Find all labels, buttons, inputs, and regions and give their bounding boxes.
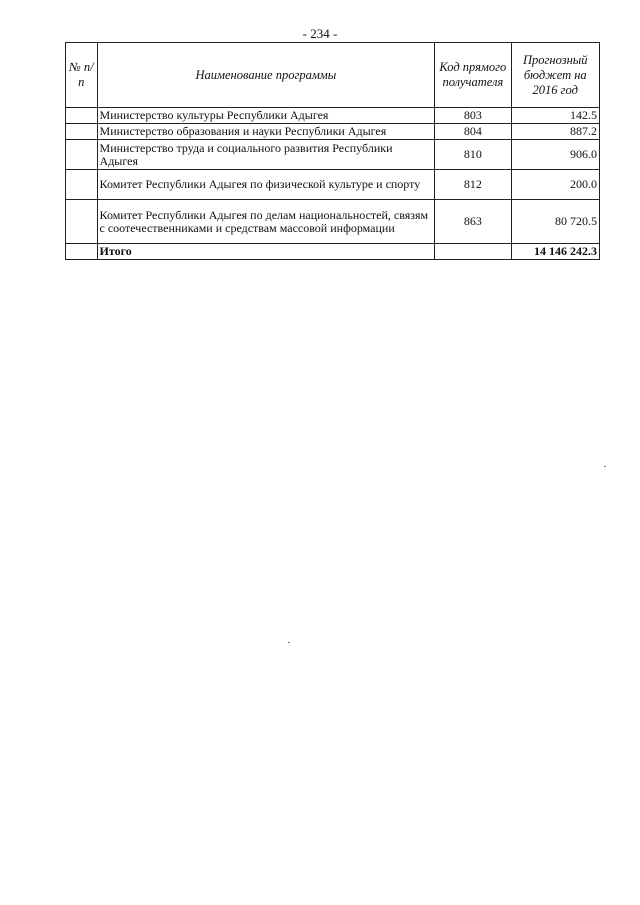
total-num (66, 244, 98, 260)
table-row (66, 140, 600, 170)
row-amount: 200.0 (511, 170, 600, 200)
row-num (66, 140, 98, 170)
row-name: Комитет Республики Адыгея по физической культуре и спорту (97, 170, 435, 200)
row-name: Министерство труда и социального развития Республики Адыгея (97, 140, 435, 170)
header-name: Наименование программы (97, 43, 435, 108)
row-amount: 142.5 (511, 108, 600, 124)
row-code: 804 (435, 124, 511, 140)
table-header-row (66, 43, 600, 108)
table-row (66, 108, 600, 124)
row-num (66, 108, 98, 124)
row-num (66, 200, 98, 244)
row-amount: 906.0 (511, 140, 600, 170)
row-num (66, 124, 98, 140)
row-code: 812 (435, 170, 511, 200)
row-code: 810 (435, 140, 511, 170)
scan-speck (288, 642, 290, 643)
row-name: Министерство культуры Республики Адыгея (97, 108, 435, 124)
row-amount: 80 720.5 (511, 200, 600, 244)
row-name: Министерство образования и науки Республики Адыгея (97, 124, 435, 140)
budget-table (65, 42, 600, 260)
row-amount: 887.2 (511, 124, 600, 140)
table-row (66, 200, 600, 244)
page-number: - 234 - (302, 26, 338, 41)
row-num (66, 170, 98, 200)
total-amount: 14 146 242.3 (511, 244, 600, 260)
header-num: № п/п (66, 43, 98, 108)
total-code (435, 244, 511, 260)
scan-speck (604, 466, 606, 467)
header-budget: Прогнозный бюджет на 2016 год (511, 43, 600, 108)
row-name: Комитет Республики Адыгея по делам национальностей, связям с соотечественниками и средствам массовой информации (97, 200, 435, 244)
header-code: Код прямого получателя (435, 43, 511, 108)
total-row (66, 244, 600, 260)
table-row (66, 124, 600, 140)
total-label: Итого (97, 244, 435, 260)
row-code: 863 (435, 200, 511, 244)
table-row (66, 170, 600, 200)
row-code: 803 (435, 108, 511, 124)
